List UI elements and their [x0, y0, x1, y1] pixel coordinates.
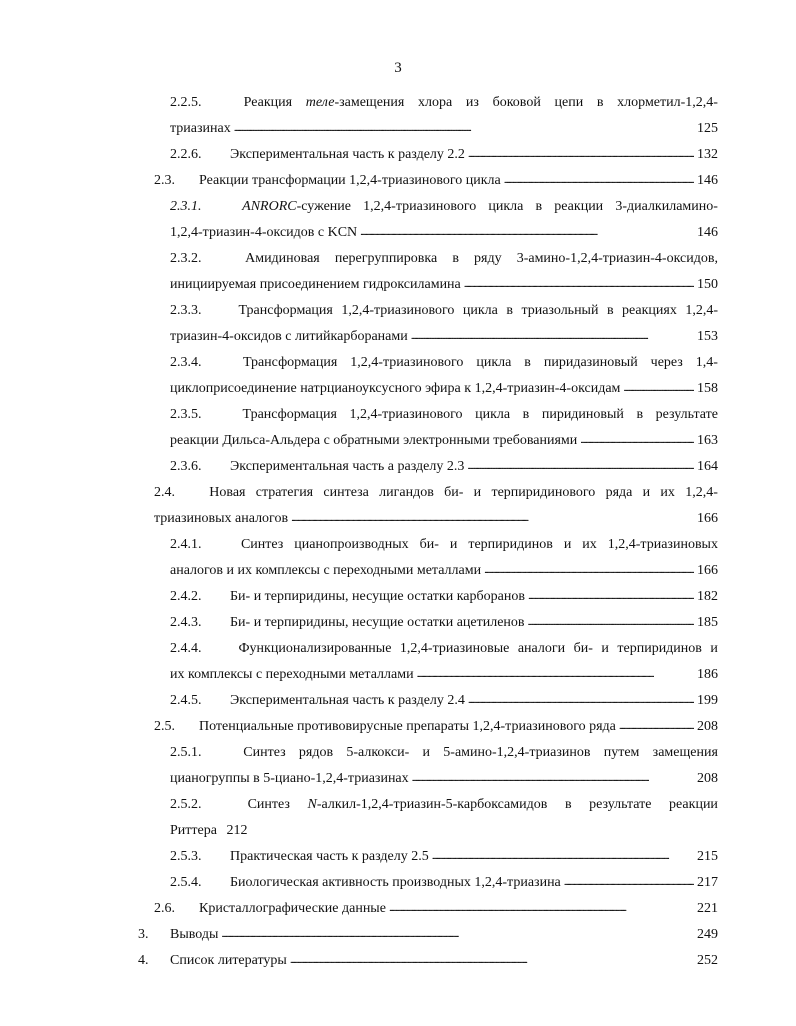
toc-word: 3-диалкиламино- [615, 199, 718, 214]
toc-number: 2.2.6. [170, 147, 202, 162]
toc-word: цикла [476, 355, 512, 370]
toc-word: 1,2,4-триазинового [341, 303, 455, 318]
dot-leader [412, 769, 694, 787]
toc-number: 2.3.6. [170, 459, 202, 474]
toc-word: Синтез [240, 537, 284, 552]
toc-word: стратегия [255, 485, 314, 500]
dot-leader [484, 561, 694, 579]
toc-word: би- [444, 485, 464, 500]
toc-page: 150 [697, 277, 718, 292]
dot-leader [417, 665, 694, 683]
toc-entry-2-3-2-line1 [170, 250, 718, 268]
toc-word: 1,2,4- [685, 303, 718, 318]
toc-page: 166 [697, 511, 718, 526]
toc-word: Трансформация [238, 303, 333, 318]
toc-word: через [650, 355, 683, 370]
toc-page: 252 [697, 953, 718, 968]
toc-page: 146 [697, 225, 718, 240]
toc-title: Экспериментальная часть к разделу 2.4 [230, 693, 465, 708]
toc-word: 1,2,4-триазинового [349, 407, 463, 422]
toc-title: 1,2,4-триазин-4-оксидов с KCN [170, 225, 358, 240]
toc-page: 208 [697, 771, 718, 786]
toc-entry-2-3-5-line1 [170, 406, 718, 424]
toc-title: Список литературы [170, 953, 287, 968]
dot-leader [411, 327, 694, 345]
toc-number: 2.4.2. [170, 589, 202, 604]
toc-title: Реакции трансформации 1,2,4-триазинового цикла [199, 173, 501, 188]
toc-page: 249 [697, 927, 718, 942]
dot-leader [467, 457, 694, 475]
toc-number: 2.2.5. [170, 95, 202, 110]
toc-entry-2-4-1-line2[interactable] [170, 562, 718, 580]
toc-entry-2-3-5-line2[interactable] [170, 432, 718, 450]
toc-entry-2-3-1-line1 [170, 198, 718, 216]
dot-leader [360, 223, 694, 241]
toc-word: 1,2,4-триазиновые [399, 641, 510, 656]
toc-word: 1,4- [695, 355, 718, 370]
toc-page: 185 [697, 615, 718, 630]
dot-leader [389, 899, 694, 917]
toc-word: в [535, 199, 543, 214]
toc-number: 2.3.5. [170, 407, 202, 422]
toc-page: 221 [697, 901, 718, 916]
toc-number: 2.3.1. [170, 199, 202, 214]
dot-leader [291, 509, 694, 527]
dot-leader [504, 171, 694, 189]
toc-word: цикла [462, 303, 498, 318]
toc-word-italic: теле-замещения [305, 95, 405, 110]
toc-page: 208 [697, 719, 718, 734]
toc-number: 2.6. [154, 901, 175, 916]
toc-word: и [601, 641, 609, 656]
toc-word: в [506, 303, 513, 318]
toc-number: 2.3.3. [170, 303, 202, 318]
toc-entry-2-3-2-line2[interactable] [170, 276, 718, 294]
toc-page: 166 [697, 563, 718, 578]
dot-leader [528, 613, 694, 631]
toc-entry-2-3-4-line1 [170, 354, 718, 372]
toc-number: 2.4.3. [170, 615, 202, 630]
toc-entry-2-3-1-line2[interactable] [170, 224, 718, 242]
toc-word: в [522, 407, 530, 422]
toc-entry-2-4-4-line1 [170, 640, 718, 658]
toc-page: 164 [697, 459, 718, 474]
toc-entry-2-2-5-line2[interactable] [170, 120, 718, 138]
toc-number: 2.5.1. [170, 745, 202, 760]
toc-word: их [582, 537, 597, 552]
toc-page: 215 [697, 849, 718, 864]
toc-title: Би- и терпиридины, несущие остатки карборанов [230, 589, 525, 604]
toc-entry-2-5-2-line2[interactable] [170, 822, 718, 840]
toc-entry-2-4-3[interactable] [170, 614, 718, 632]
toc-word: 5-алкокси- [346, 745, 410, 760]
toc-word: пиридазиновый [543, 355, 638, 370]
toc-number: 2.4. [154, 485, 175, 500]
toc-word: терпиридинов [468, 537, 553, 552]
toc-entry-2-5-3[interactable] [170, 848, 718, 866]
dot-leader [221, 925, 694, 943]
dot-leader [468, 145, 694, 163]
toc-word: Функционализированные [238, 641, 392, 656]
toc-entry-2-6[interactable] [154, 900, 718, 918]
toc-entry-2-3-3-line1 [170, 302, 718, 320]
toc-entry-2-3-4-line2[interactable] [170, 380, 718, 398]
toc-word: синтеза [323, 485, 369, 500]
toc-title: Выводы [170, 927, 219, 942]
toc-entry-2-4-line2[interactable] [154, 510, 718, 528]
toc-title: Экспериментальная часть к разделу 2.2 [230, 147, 465, 162]
toc-word: из [465, 95, 479, 110]
toc-word: и [642, 485, 651, 500]
dot-leader [432, 847, 694, 865]
toc-word: и [449, 537, 458, 552]
toc-entry-2-3-6[interactable] [170, 458, 718, 476]
toc-word: цикла [488, 199, 524, 214]
toc-word: Новая [209, 485, 246, 500]
toc-word: результате [589, 797, 652, 812]
toc-word: и [473, 485, 482, 500]
toc-title: цианогруппы в 5-циано-1,2,4-триазинах [170, 771, 409, 786]
toc-page: 212 [226, 823, 248, 838]
toc-page: 132 [697, 147, 718, 162]
toc-word: Синтез [243, 745, 286, 760]
toc-entry-2-5-2-line1 [170, 796, 718, 814]
dot-leader [290, 951, 694, 969]
toc-entry-4[interactable] [138, 952, 718, 970]
toc-entry-2-4-5[interactable] [170, 692, 718, 710]
toc-title: Потенциальные противовирусные препараты 1,2,4-триазинового ряда [199, 719, 616, 734]
toc-number: 2.4.5. [170, 693, 202, 708]
toc-word: би- [573, 641, 593, 656]
toc-title: их комплексы с переходными металлами [170, 667, 414, 682]
toc-entry-2-5-1-line2[interactable] [170, 770, 718, 788]
toc-entry-2-4-2[interactable] [170, 588, 718, 606]
toc-word: Трансформация [242, 407, 337, 422]
toc-title: триазиновых аналогов [154, 511, 289, 526]
toc-word: реакциях [622, 303, 677, 318]
toc-word: в [564, 797, 572, 812]
toc-word: 1,2,4-триазиновых [607, 537, 718, 552]
toc-title: триазин-4-оксидов с литийкарборанами [170, 329, 408, 344]
toc-word: и [710, 641, 718, 656]
toc-word: терпиридинов [617, 641, 702, 656]
toc-word: 1,2,4- [685, 485, 718, 500]
toc-word: в [636, 407, 644, 422]
toc-word: Реакция [243, 95, 293, 110]
toc-page: 146 [697, 173, 718, 188]
toc-word: 5-амино-1,2,4-триазинов [443, 745, 591, 760]
toc-entry-2-5-4[interactable] [170, 874, 718, 892]
dot-leader [464, 275, 694, 293]
toc-title: триазинах [170, 121, 231, 136]
toc-word: Синтез [247, 797, 290, 812]
toc-title: Риттера [170, 823, 217, 838]
toc-word: 3-амино-1,2,4-триазин-4-оксидов, [516, 251, 718, 266]
toc-entry-2-3[interactable] [154, 172, 718, 190]
toc-word: в [596, 95, 604, 110]
toc-word: аналоги [517, 641, 566, 656]
toc-title: Практическая часть к разделу 2.5 [230, 849, 429, 864]
toc-title: Би- и терпиридины, несущие остатки ацетиленов [230, 615, 525, 630]
toc-title: Экспериментальная часть а разделу 2.3 [230, 459, 465, 474]
toc-word: боковой [492, 95, 541, 110]
toc-number: 2.5.2. [170, 797, 202, 812]
toc-word: хлора [418, 95, 453, 110]
toc-word: Трансформация [242, 355, 338, 370]
toc-word: реакции [669, 797, 718, 812]
toc-entry-2-2-6[interactable] [170, 146, 718, 164]
dot-leader [623, 379, 694, 397]
toc-number: 2.5. [154, 719, 175, 734]
toc-title: Биологическая активность производных 1,2,4-триазина [230, 875, 561, 890]
toc-page: 186 [697, 667, 718, 682]
dot-leader [528, 587, 694, 605]
toc-number: 2.3.2. [170, 251, 202, 266]
toc-word: лигандов [379, 485, 434, 500]
toc-word: хлорметил-1,2,4- [617, 95, 718, 110]
toc-word: их [660, 485, 675, 500]
toc-title: инициируемая присоединением гидроксиламина [170, 277, 461, 292]
toc-word: замещения [652, 745, 718, 760]
toc-word: цикла [475, 407, 511, 422]
toc-word: Амидиновая [245, 251, 320, 266]
toc-title: Кристаллографические данные [199, 901, 386, 916]
toc-word: цианопроизводных [294, 537, 409, 552]
page-number: 3 [394, 60, 402, 76]
toc-number: 2.5.4. [170, 875, 202, 890]
toc-word: би- [419, 537, 439, 552]
toc-title: аналогов и их комплексы с переходными металлами [170, 563, 482, 578]
toc-entry-2-3-3-line2[interactable] [170, 328, 718, 346]
toc-entry-3[interactable] [138, 926, 718, 944]
dot-leader [619, 717, 694, 735]
toc-number: 2.4.4. [170, 641, 202, 656]
toc-entry-2-2-5-line1 [170, 94, 718, 112]
toc-word-italic: ANRORC-сужение [242, 199, 352, 214]
dot-leader [564, 873, 694, 891]
toc-word: и [563, 537, 572, 552]
toc-number: 2.4.1. [170, 537, 202, 552]
toc-title: реакции Дильса-Альдера с обратными электронными требованиями [170, 433, 578, 448]
toc-word: 1,2,4-триазинового [350, 355, 464, 370]
toc-word: перегруппировка [334, 251, 438, 266]
toc-page: 199 [697, 693, 718, 708]
dot-leader [580, 431, 694, 449]
toc-word-italic: N-алкил-1,2,4-триазин-5-карбоксамидов [307, 797, 548, 812]
toc-word: результате [655, 407, 718, 422]
toc-entry-2-4-4-line2[interactable] [170, 666, 718, 684]
toc-page: 153 [697, 329, 718, 344]
dot-leader [234, 119, 694, 137]
toc-word: пиридиновый [541, 407, 624, 422]
toc-entry-2-4-1-line1 [170, 536, 718, 554]
toc-word: цепи [554, 95, 584, 110]
toc-word: ряда [605, 485, 633, 500]
toc-word: 1,2,4-триазинового [363, 199, 477, 214]
toc-word: в [606, 303, 614, 318]
toc-number: 2.3.4. [170, 355, 202, 370]
toc-number: 4. [138, 953, 149, 968]
toc-word: в [524, 355, 531, 370]
toc-word: рядов [298, 745, 334, 760]
dot-leader [468, 691, 694, 709]
toc-page: 217 [697, 875, 718, 890]
toc-word: терпиридинового [491, 485, 596, 500]
toc-word: путем [603, 745, 640, 760]
toc-number: 3. [138, 927, 149, 942]
toc-word: ряду [474, 251, 502, 266]
toc-entry-2-4-line1 [154, 484, 718, 502]
toc-number: 2.3. [154, 173, 175, 188]
toc-word: реакции [554, 199, 604, 214]
toc-number: 2.5.3. [170, 849, 202, 864]
toc-entry-2-5-1-line1 [170, 744, 718, 762]
toc-word: триазольный [521, 303, 599, 318]
toc-page: 182 [697, 589, 718, 604]
toc-word: в [452, 251, 459, 266]
toc-page: 125 [697, 121, 718, 136]
toc-page: 158 [697, 381, 718, 396]
toc-entry-2-5[interactable] [154, 718, 718, 736]
toc-page: 163 [697, 433, 718, 448]
toc-title: циклоприсоединение натрцианоуксусного эфира к 1,2,4-триазин-4-оксидам [170, 381, 621, 396]
toc-word: и [422, 745, 431, 760]
